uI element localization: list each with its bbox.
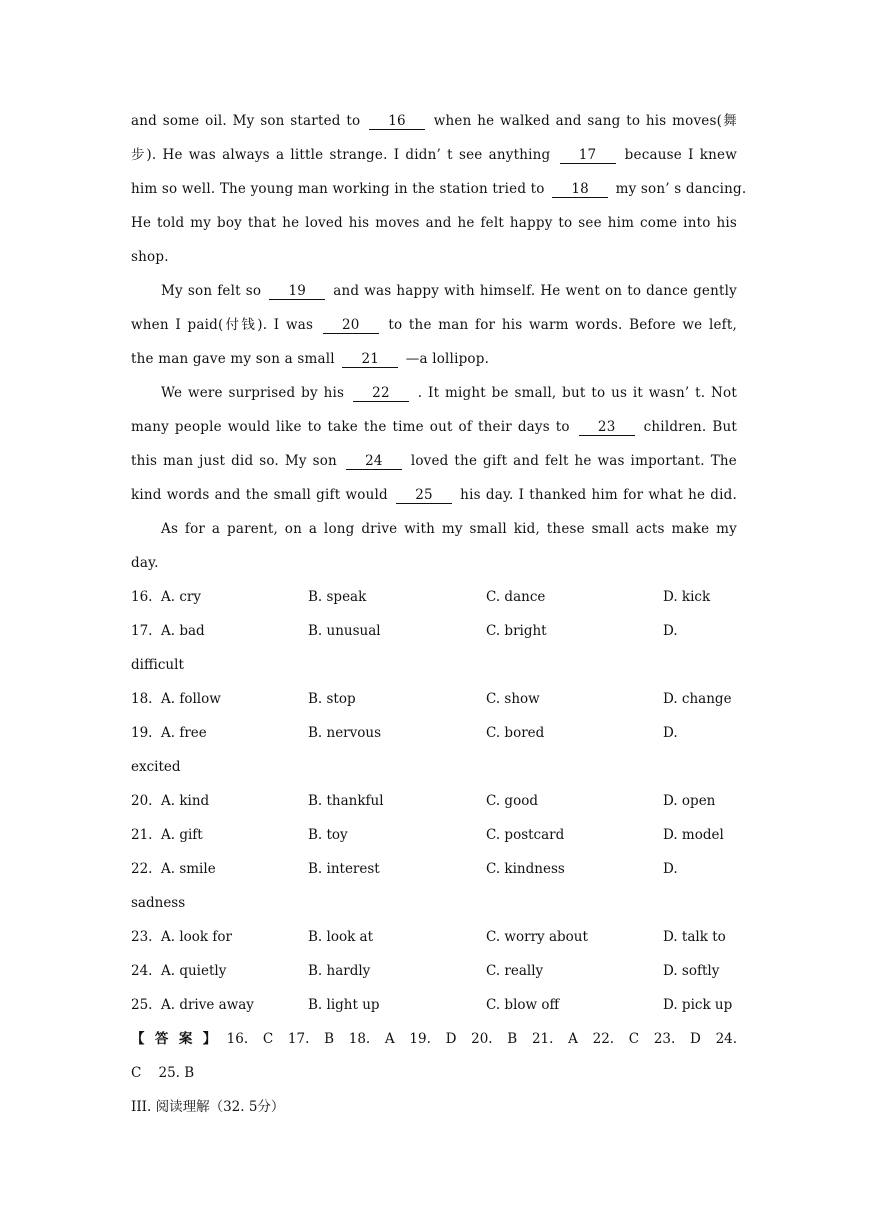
option-c: C. show bbox=[486, 691, 540, 707]
blank-22: 22 bbox=[353, 385, 409, 402]
option-b: B. unusual bbox=[308, 623, 381, 639]
blank-16: 16 bbox=[369, 113, 425, 130]
answer-item: 18. A bbox=[348, 1031, 395, 1047]
passage-line bbox=[131, 274, 737, 308]
option-d: D. bbox=[663, 725, 678, 741]
option-c: C. dance bbox=[486, 589, 546, 605]
passage-line bbox=[131, 376, 737, 410]
question-number: 20. bbox=[131, 793, 153, 809]
question-row bbox=[131, 682, 737, 716]
answer-item: 23. D bbox=[653, 1031, 701, 1047]
text: kind words and the small gift would bbox=[131, 487, 388, 503]
text: because I knew bbox=[624, 147, 737, 163]
text: when I paid(付钱). I was bbox=[131, 317, 314, 333]
option-d: D. change bbox=[663, 691, 732, 707]
text: and was happy with himself. He went on to dance gently bbox=[333, 283, 737, 299]
option-a: A. smile bbox=[161, 861, 216, 877]
passage-line bbox=[131, 104, 737, 138]
question-number: 18. bbox=[131, 691, 153, 707]
answer-line bbox=[131, 1022, 737, 1056]
text: this man just did so. My son bbox=[131, 453, 337, 469]
answer-item: 17. B bbox=[287, 1031, 335, 1047]
question-number: 19. bbox=[131, 725, 153, 741]
question-row bbox=[131, 988, 737, 1022]
question-row bbox=[131, 818, 737, 852]
option-d-wrap: excited bbox=[131, 759, 181, 775]
text: We were surprised by his bbox=[161, 385, 345, 401]
blank-20: 20 bbox=[323, 317, 379, 334]
passage-line bbox=[131, 478, 737, 512]
option-b: B. hardly bbox=[308, 963, 371, 979]
passage-line: He told my boy that he loved his moves and he felt happy to see him come into his bbox=[131, 215, 737, 231]
question-number: 16. bbox=[131, 589, 153, 605]
question-row bbox=[131, 852, 737, 886]
option-b: B. speak bbox=[308, 589, 367, 605]
option-a: A. cry bbox=[161, 589, 201, 605]
option-a: A. free bbox=[161, 725, 207, 741]
option-a: A. bad bbox=[161, 623, 205, 639]
question-row bbox=[131, 716, 737, 750]
option-d: D. bbox=[663, 861, 678, 877]
option-d: D. model bbox=[663, 827, 724, 843]
option-c: C. blow off bbox=[486, 997, 560, 1013]
text: children. But bbox=[643, 419, 737, 435]
text: . It might be small, but to us it wasn’ t. Not bbox=[417, 385, 737, 401]
passage-line bbox=[131, 172, 747, 206]
question-number: 21. bbox=[131, 827, 153, 843]
blank-19: 19 bbox=[269, 283, 325, 300]
option-c: C. bright bbox=[486, 623, 547, 639]
text: and some oil. My son started to bbox=[131, 113, 361, 129]
blank-25: 25 bbox=[396, 487, 452, 504]
option-a: A. quietly bbox=[161, 963, 227, 979]
option-a: A. kind bbox=[161, 793, 210, 809]
option-c: C. good bbox=[486, 793, 538, 809]
option-d: D. talk to bbox=[663, 929, 726, 945]
passage-line bbox=[131, 410, 737, 444]
answer-item: 22. C bbox=[592, 1031, 640, 1047]
blank-17: 17 bbox=[560, 147, 616, 164]
question-row bbox=[131, 784, 737, 818]
question-row bbox=[131, 920, 737, 954]
answer-item: 20. B bbox=[471, 1031, 518, 1047]
passage-line bbox=[131, 444, 737, 478]
question-list bbox=[131, 580, 737, 1022]
text: him so well. The young man working in the station tried to bbox=[131, 181, 545, 197]
text: his day. I thanked him for what he did. bbox=[460, 487, 737, 503]
text: when he walked and sang to his moves(舞 bbox=[433, 113, 738, 129]
answer-item: 16. C bbox=[226, 1031, 274, 1047]
question-number: 24. bbox=[131, 963, 153, 979]
document-page bbox=[131, 104, 747, 1124]
option-b: B. look at bbox=[308, 929, 374, 945]
section-heading: III. 阅读理解（32. 5分） bbox=[131, 1099, 285, 1115]
answer-label: 【答案】 bbox=[131, 1031, 227, 1047]
question-row bbox=[131, 614, 737, 648]
option-a: A. look for bbox=[161, 929, 232, 945]
option-b: B. light up bbox=[308, 997, 380, 1013]
option-b: B. toy bbox=[308, 827, 348, 843]
text: to the man for his warm words. Before we left, bbox=[388, 317, 737, 333]
passage-line bbox=[131, 308, 737, 342]
question-number: 22. bbox=[131, 861, 153, 877]
question-number: 25. bbox=[131, 997, 153, 1013]
option-b: B. stop bbox=[308, 691, 356, 707]
option-c: C. postcard bbox=[486, 827, 565, 843]
blank-18: 18 bbox=[552, 181, 608, 198]
option-b: B. nervous bbox=[308, 725, 382, 741]
option-c: C. kindness bbox=[486, 861, 565, 877]
passage-line: As for a parent, on a long drive with my small kid, these small acts make my bbox=[161, 521, 737, 537]
option-a: A. gift bbox=[161, 827, 203, 843]
question-number: 23. bbox=[131, 929, 153, 945]
blank-21: 21 bbox=[342, 351, 398, 368]
question-row bbox=[131, 580, 737, 614]
answer-wrap: C 25. B bbox=[131, 1065, 195, 1081]
text: many people would like to take the time out of their days to bbox=[131, 419, 570, 435]
option-d: D. softly bbox=[663, 963, 720, 979]
option-d-wrap: difficult bbox=[131, 657, 184, 673]
question-row bbox=[131, 954, 737, 988]
text: My son felt so bbox=[161, 283, 262, 299]
option-d: D. kick bbox=[663, 589, 711, 605]
text: 步). He was always a little strange. I didn’ t see anything bbox=[131, 147, 551, 163]
option-d: D. bbox=[663, 623, 678, 639]
passage-line: day. bbox=[131, 555, 159, 571]
option-a: A. drive away bbox=[161, 997, 254, 1013]
question-number: 17. bbox=[131, 623, 153, 639]
option-b: B. interest bbox=[308, 861, 380, 877]
blank-24: 24 bbox=[346, 453, 402, 470]
text: loved the gift and felt he was important. The bbox=[410, 453, 737, 469]
option-a: A. follow bbox=[161, 691, 221, 707]
passage-line: shop. bbox=[131, 249, 169, 265]
blank-23: 23 bbox=[579, 419, 635, 436]
text: the man gave my son a small bbox=[131, 351, 335, 367]
option-c: C. really bbox=[486, 963, 544, 979]
answer-item: 19. D bbox=[409, 1031, 457, 1047]
answer-item: 21. A bbox=[531, 1031, 578, 1047]
passage-line bbox=[131, 342, 737, 376]
text: my son’ s dancing. bbox=[615, 181, 747, 197]
option-d: D. pick up bbox=[663, 997, 733, 1013]
text: —a lollipop. bbox=[405, 351, 490, 367]
answer-item: 24. bbox=[715, 1031, 738, 1047]
option-c: C. worry about bbox=[486, 929, 588, 945]
option-d: D. open bbox=[663, 793, 716, 809]
option-c: C. bored bbox=[486, 725, 545, 741]
passage-line bbox=[131, 138, 737, 172]
option-d-wrap: sadness bbox=[131, 895, 186, 911]
option-b: B. thankful bbox=[308, 793, 384, 809]
